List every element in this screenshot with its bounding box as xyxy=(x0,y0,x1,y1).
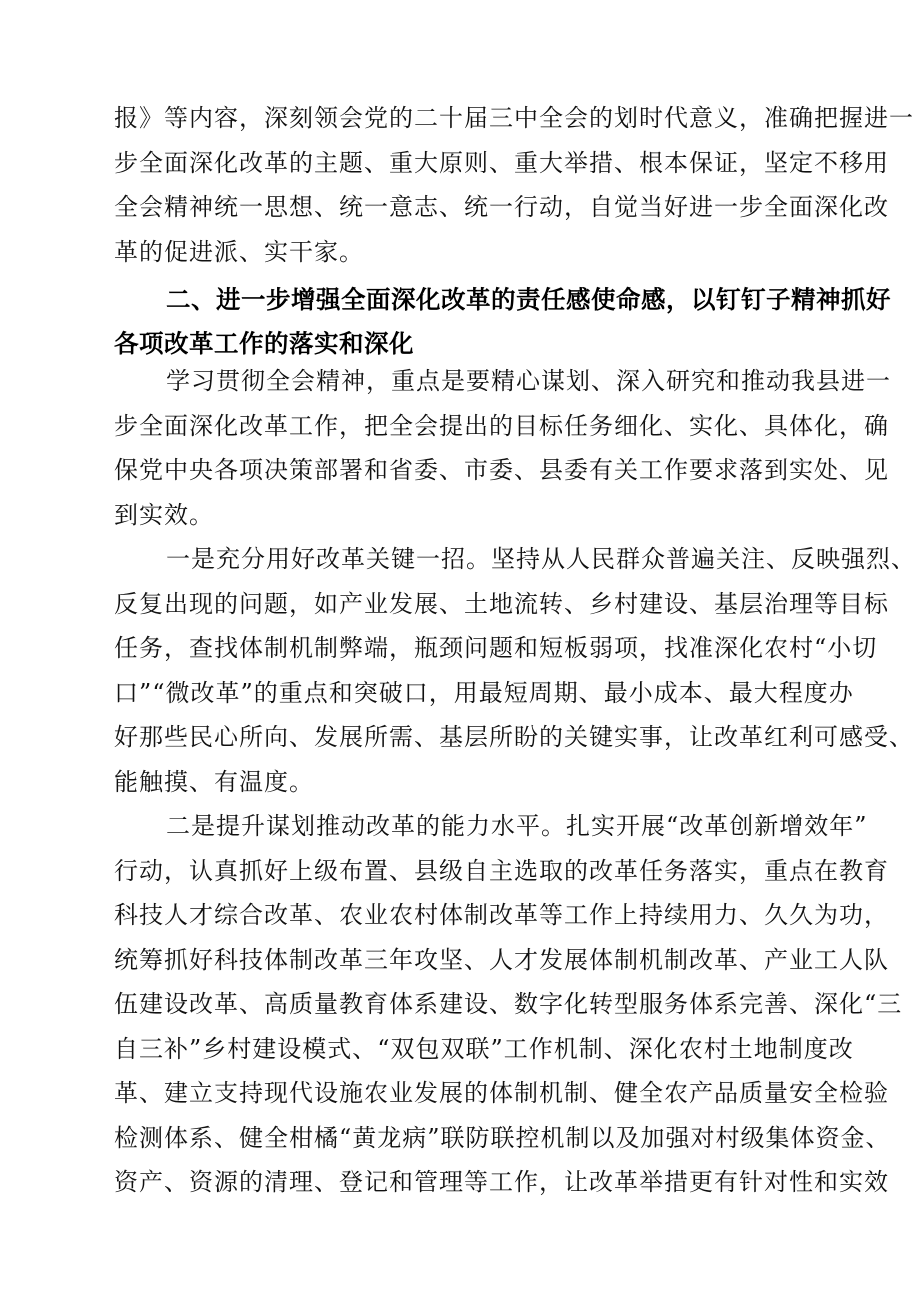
heading-line: 各项改革工作的落实和深化 xyxy=(114,329,414,358)
text-line: 行动，认真抓好上级布置、县级自主选取的改革任务落实，重点在教育 xyxy=(114,856,889,885)
section-heading xyxy=(114,278,891,366)
text-line: 统筹抓好科技体制改革三年攻坚、人才发展体制机制改革、产业工人队 xyxy=(114,945,889,974)
text-line: 全会精神统一思想、统一意志、统一行动，自觉当好进一步全面深化改 xyxy=(114,193,889,221)
text-line: 一是充分用好改革关键一招。坚持从人民群众普遍关注、反映强烈、 xyxy=(166,545,916,573)
text-line: 自三补”乡村建设模式、“双包双联”工作机制、深化农村土地制度改 xyxy=(114,1034,854,1063)
text-line: 步全面深化改革工作，把全会提出的目标任务细化、实化、具体化，确 xyxy=(114,411,889,440)
text-line: 资产、资源的清理、登记和管理等工作，让改革举措更有针对性和实效 xyxy=(114,1168,889,1196)
heading-line: 二、进一步增强全面深化改革的责任感使命感，以钉钉子精神抓好 xyxy=(166,285,891,314)
paragraph-overview xyxy=(114,359,891,537)
text-line: 革的促进派、实干家。 xyxy=(114,237,364,266)
paragraph-reform-key xyxy=(114,537,916,804)
text-line: 学习贯彻全会精神，重点是要精心谋划、深入研究和推动我县进一 xyxy=(166,367,891,395)
text-line: 到实效。 xyxy=(114,500,214,529)
text-line: 革、建立支持现代设施农业发展的体制机制、健全农产品质量安全检验 xyxy=(114,1079,889,1107)
text-line: 反复出现的问题，如产业发展、土地流转、乡村建设、基层治理等目标 xyxy=(114,589,889,618)
text-line: 科技人才综合改革、农业农村体制改革等工作上持续用力、久久为功， xyxy=(114,901,889,929)
text-line: 口”“微改革”的重点和突破口，用最短周期、最小成本、最大程度办 xyxy=(114,678,854,707)
text-line: 检测体系、健全柑橘“黄龙病”联防联控机制以及加强对村级集体资金、 xyxy=(114,1123,891,1152)
text-line: 保党中央各项决策部署和省委、市委、县委有关工作要求落到实处、见 xyxy=(114,456,889,484)
text-line: 报》等内容，深刻领会党的二十届三中全会的划时代意义，准确把握进一 xyxy=(114,104,914,132)
text-line: 步全面深化改革的主题、重大原则、重大举措、根本保证，坚定不移用 xyxy=(114,148,889,177)
text-line: 好那些民心所向、发展所需、基层所盼的关键实事，让改革红利可感受、 xyxy=(114,723,914,751)
text-line: 能触摸、有温度。 xyxy=(114,767,314,796)
text-line: 任务，查找体制机制弊端，瓶颈问题和短板弱项，找准深化农村“小切 xyxy=(114,634,878,662)
text-line: 伍建设改革、高质量教育体系建设、数字化转型服务体系完善、深化“三 xyxy=(114,990,903,1018)
intro-paragraph xyxy=(114,96,914,274)
paragraph-planning-ability xyxy=(114,804,903,1205)
text-line: 二是提升谋划推动改革的能力水平。扎实开展“改革创新增效年” xyxy=(166,812,868,840)
